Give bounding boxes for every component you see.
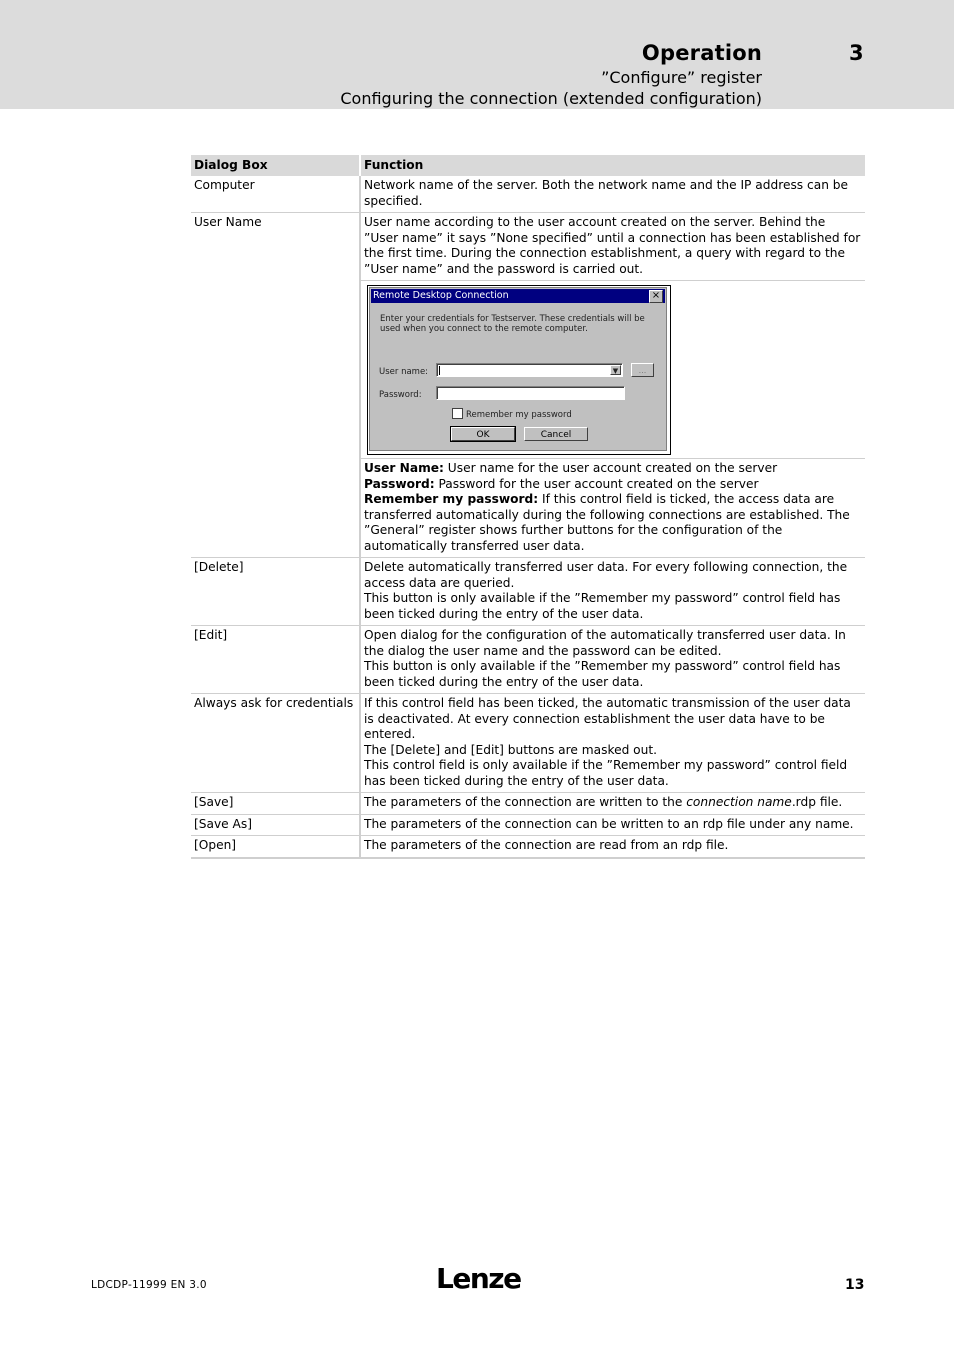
user-name-input[interactable] [436, 363, 623, 377]
row-label: [Edit] [191, 626, 360, 694]
row-description: Network name of the server. Both the network name and the IP address can be specified. [360, 176, 865, 213]
term-remember: Remember my password: [364, 492, 539, 506]
chapter-title: Operation [641, 41, 762, 65]
row-text-italic: connection name [686, 795, 792, 809]
term-user-name-text: User name for the user account created on the server [443, 461, 778, 475]
password-label: Password: [379, 390, 422, 400]
row-text: This button is only available if the ”Remember my password” control field has been ticked during the entry of the user data. [364, 591, 841, 621]
user-name-label: User name: [379, 367, 429, 377]
browse-button[interactable]: ... [631, 363, 654, 377]
dialog-title: Remote Desktop Connection [373, 290, 509, 301]
row-label: Computer [191, 176, 360, 213]
row-label: Always ask for credentials [191, 694, 360, 793]
row-description [360, 694, 865, 793]
table-row [191, 176, 865, 213]
function-table [191, 155, 865, 859]
table-row [191, 626, 865, 694]
column-header-dialog-box: Dialog Box [191, 155, 360, 176]
row-text: The parameters of the connection are written to the [364, 795, 687, 809]
row-label: User Name [191, 213, 360, 558]
dialog-screenshot-cell [360, 281, 865, 459]
row-description: User name according to the user account created on the server. Behind the ”User name” it says ”None specified” until a connection has been established for the first time. During the connection establishment, a query with regard to the ”User name” and the password is carried out. [360, 213, 865, 281]
row-label: [Save As] [191, 814, 360, 836]
table-row [191, 793, 865, 815]
document-id: LDCDP-11999 EN 3.0 [91, 1279, 207, 1291]
row-text: This control field is only available if the ”Remember my password” control field has been ticked during the entry of the user data. [364, 758, 848, 788]
dialog-screenshot [367, 285, 671, 455]
text-caret [439, 366, 440, 375]
table-row [191, 558, 865, 626]
table-row [191, 694, 865, 793]
cancel-button[interactable]: Cancel [524, 427, 588, 441]
remember-password-checkbox[interactable] [452, 408, 463, 419]
ok-button[interactable]: OK [451, 427, 515, 441]
password-input[interactable] [436, 386, 625, 400]
row-label: [Save] [191, 793, 360, 815]
term-password-text: Password for the user account created on the server [434, 476, 759, 491]
subsection-title: Configuring the connection (extended configuration) [340, 89, 762, 108]
section-title: ”Configure” register [601, 68, 762, 87]
row-text: This button is only available if the ”Remember my password” control field has been ticked during the entry of the user data. [364, 659, 841, 689]
row-text: Delete automatically transferred user data. For every following connection, the access data are queried. [364, 560, 848, 590]
row-description [360, 558, 865, 626]
row-text: .rdp file. [791, 795, 843, 809]
term-user-name: User Name: [364, 461, 444, 475]
lenze-logo: Lenze [436, 1262, 521, 1295]
chapter-number: 3 [849, 41, 864, 65]
term-password: Password: [364, 476, 435, 491]
chevron-down-icon[interactable]: ▼ [610, 365, 621, 375]
row-description [360, 626, 865, 694]
row-description [360, 459, 865, 558]
term-remember-text: If this control field is ticked, the access data are transferred automatically during the following connections are established. The ”General” register shows further buttons for the configuration of the automatically transferred user data. [364, 492, 850, 553]
remote-desktop-dialog [369, 287, 667, 451]
table-header-row [191, 155, 865, 176]
close-icon[interactable]: × [649, 290, 663, 303]
dialog-message: Enter your credentials for Testserver. These credentials will be used when you connect to the remote computer. [380, 314, 645, 334]
column-header-function: Function [360, 155, 865, 176]
row-label: [Open] [191, 836, 360, 858]
row-text: The [Delete] and [Edit] buttons are masked out. [364, 742, 658, 757]
table-row [191, 213, 865, 281]
table-row [191, 814, 865, 836]
page-number: 13 [845, 1277, 865, 1293]
dialog-title-bar [371, 289, 665, 303]
table-row [191, 836, 865, 858]
row-description: The parameters of the connection are read from an rdp file. [360, 836, 865, 858]
row-description: The parameters of the connection can be written to an rdp file under any name. [360, 814, 865, 836]
row-text: If this control field has been ticked, the automatic transmission of the user data is deactivated. At every connection establishment the user data have to be entered. [364, 696, 851, 741]
row-description [360, 793, 865, 815]
remember-password-label: Remember my password [466, 410, 572, 420]
row-text: Open dialog for the configuration of the automatically transferred user data. In the dialog the user name and the password can be edited. [364, 628, 846, 658]
row-label: [Delete] [191, 558, 360, 626]
